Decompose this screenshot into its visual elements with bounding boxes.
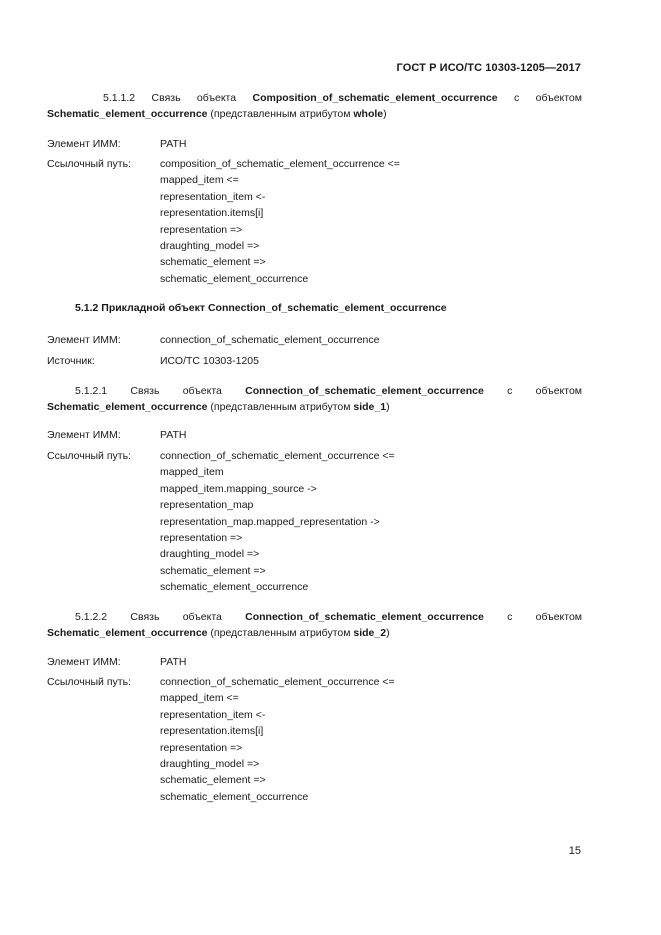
entity-name: Schematic_element_occurrence [47, 108, 208, 120]
clause-5-1-1-2 [47, 90, 582, 122]
path-line: representation => [160, 223, 243, 236]
path-line: schematic_element => [160, 256, 266, 269]
text: ) [386, 401, 390, 413]
path-line: draughting_model => [160, 758, 260, 771]
clause-5-1-2-1 [47, 383, 582, 415]
entity-name: Composition_of_schematic_element_occurrence [252, 92, 498, 104]
reference-path-label: Ссылочный путь: [47, 158, 131, 170]
reference-path [160, 448, 395, 596]
text: (представленным атрибутом [207, 401, 354, 413]
mim-element-label: Элемент ИММ: [47, 429, 121, 441]
mim-element-value: PATH [160, 138, 187, 150]
path-line: schematic_element_occurrence [160, 581, 309, 594]
path-line: representation_item <- [160, 190, 266, 203]
text: Связь объекта [107, 385, 246, 397]
entity-name: Connection_of_schematic_element_occurrence [245, 611, 484, 623]
path-line: schematic_element => [160, 564, 266, 577]
clause-number: 5.1.2.2 [75, 611, 108, 623]
path-line: mapped_item.mapping_source -> [160, 482, 317, 495]
reference-path [160, 674, 395, 805]
mim-element-label: Элемент ИММ: [47, 334, 121, 346]
text: ) [383, 108, 387, 120]
path-line: mapped_item [160, 466, 224, 479]
section-title: 5.1.2 Прикладной объект Connection_of_schematic_element_occurrence [75, 302, 447, 314]
text: с объектом [497, 92, 582, 104]
path-line: schematic_element => [160, 774, 266, 787]
path-line: schematic_element_occurrence [160, 790, 309, 803]
path-line: connection_of_schematic_element_occurrence <= [160, 676, 395, 688]
path-line: mapped_item <= [160, 692, 239, 705]
path-line: representation.items[i] [160, 207, 264, 220]
clause-5-1-2-2 [47, 609, 582, 641]
mim-element-value: PATH [160, 429, 187, 441]
mim-element-label: Элемент ИММ: [47, 656, 121, 668]
mim-element-value: connection_of_schematic_element_occurrence [160, 334, 380, 346]
reference-path-label: Ссылочный путь: [47, 676, 131, 688]
text: Связь объекта [135, 92, 253, 104]
attribute-name: side_1 [353, 401, 387, 413]
path-line: representation_map [160, 499, 254, 512]
attribute-name: side_2 [353, 627, 387, 639]
path-line: connection_of_schematic_element_occurrence <= [160, 450, 395, 462]
text: ) [386, 627, 390, 639]
source-value: ИСО/ТС 10303-1205 [160, 355, 259, 367]
text: (представленным атрибутом [207, 627, 354, 639]
path-line: schematic_element_occurrence [160, 272, 309, 285]
source-label: Источник: [47, 355, 95, 367]
mim-element-label: Элемент ИММ: [47, 138, 121, 150]
path-line: representation => [160, 741, 243, 754]
clause-number: 5.1.2.1 [75, 385, 108, 397]
attribute-name: whole [353, 108, 384, 120]
path-line: representation_map.mapped_representation -> [160, 515, 380, 528]
clause-number: 5.1.1.2 [103, 92, 136, 104]
text: (представленным атрибутом [207, 108, 354, 120]
text: с объектом [483, 385, 582, 397]
entity-name: Schematic_element_occurrence [47, 627, 208, 639]
entity-name: Connection_of_schematic_element_occurrence [245, 385, 484, 397]
path-line: representation.items[i] [160, 725, 264, 738]
path-line: representation => [160, 532, 243, 545]
reference-path-label: Ссылочный путь: [47, 450, 131, 462]
text: с объектом [483, 611, 582, 623]
entity-name: Schematic_element_occurrence [47, 401, 208, 413]
page-number: 15 [568, 845, 581, 857]
document-header: ГОСТ Р ИСО/ТС 10303-1205—2017 [396, 62, 581, 74]
mim-element-value: PATH [160, 656, 187, 668]
path-line: draughting_model => [160, 240, 260, 253]
path-line: representation_item <- [160, 708, 266, 721]
path-line: draughting_model => [160, 548, 260, 561]
text: Связь объекта [107, 611, 246, 623]
path-line: composition_of_schematic_element_occurrence <= [160, 158, 400, 170]
reference-path [160, 156, 400, 287]
path-line: mapped_item <= [160, 174, 239, 187]
